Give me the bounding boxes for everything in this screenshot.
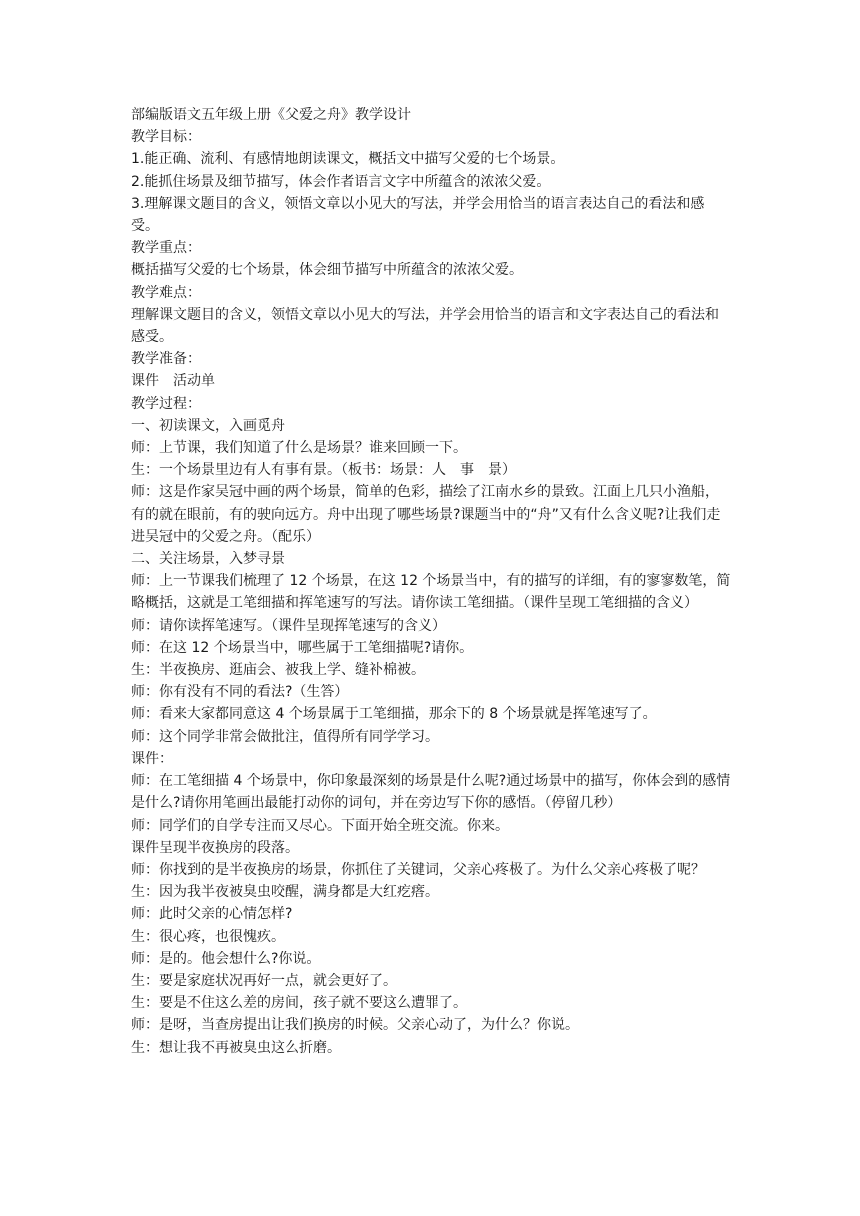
paragraph-line: 1.能正确、流利、有感情地朗读课文，概括文中描写父爱的七个场景。 [131, 151, 565, 168]
paragraph-line: 二、关注场景，入梦寻景 [131, 551, 285, 568]
paragraph-line: 2.能抓住场景及细节描写，体会作者语言文字中所蕴含的浓浓父爱。 [131, 173, 551, 190]
paragraph-line: 师：是呀，当查房提出让我们换房的时候。父亲心动了，为什么？你说。 [131, 1017, 579, 1034]
paragraph-line: 生：要是家庭状况再好一点，就会更好了。 [131, 972, 397, 989]
paragraph-line: 教学重点： [131, 240, 201, 257]
paragraph-line: 生：一个场景里边有人有事有景。（板书：场景：人 事 景） [131, 462, 516, 479]
paragraph-line: 教学难点： [131, 284, 201, 301]
paragraph-line: 师：此时父亲的心情怎样? [131, 906, 293, 923]
paragraph-line: 师：这个同学非常会做批注，值得所有同学学习。 [131, 728, 439, 745]
paragraph-line: 师：上一节课我们梳理了 12 个场景，在这 12 个场景当中，有的描写的详细，有的寥寥数笔，简略概括，这就是工笔细描和挥笔速写的写法。请你读工笔细描。（课件呈现工笔细描的含义） [131, 573, 731, 612]
paragraph-line: 生：想让我不再被臭虫这么折磨。 [131, 1039, 341, 1056]
paragraph-line: 师：同学们的自学专注而又尽心。下面开始全班交流。你来。 [131, 817, 509, 834]
paragraph-line: 课件呈现半夜换房的段落。 [131, 839, 299, 856]
paragraph-line: 师：看来大家都同意这 4 个场景属于工笔细描，那余下的 8 个场景就是挥笔速写了。 [131, 706, 657, 723]
paragraph-line: 理解课文题目的含义，领悟文章以小见大的写法，并学会用恰当的语言和文字表达自己的看法和感受。 [131, 306, 719, 346]
paragraph-line: 师：是的。他会想什么?你说。 [131, 950, 321, 967]
paragraph-line: 生：半夜换房、逛庙会、被我上学、缝补棉被。 [131, 662, 425, 679]
paragraph-line: 生：要是不住这么差的房间，孩子就不要这么遭罪了。 [131, 995, 467, 1012]
paragraph-line: 师：在这 12 个场景当中，哪些属于工笔细描呢?请你。 [131, 639, 474, 656]
paragraph-line: 概括描写父爱的七个场景，体会细节描写中所蕴含的浓浓父爱。 [131, 262, 523, 279]
document-lines [131, 126, 731, 1059]
paragraph-line: 生：很心疼，也很愧疚。 [131, 928, 285, 945]
paragraph-line: 一、初读课文，入画觅舟 [131, 417, 285, 434]
paragraph-line: 课件： [131, 750, 173, 767]
paragraph-line: 教学过程： [131, 395, 201, 412]
paragraph-line: 师：你有没有不同的看法?（生答） [131, 684, 349, 701]
paragraph-line: 课件 活动单 [131, 373, 215, 390]
paragraph-line: 师：在工笔细描 4 个场景中，你印象最深刻的场景是什么呢?通过场景中的描写，你体会到的感情是什么?请你用笔画出最能打动你的词句，并在旁边写下你的感悟。（停留几秒） [131, 773, 731, 812]
paragraph-line: 3.理解课文题目的含义，领悟文章以小见大的写法，并学会用恰当的语言表达自己的看法和感受。 [131, 195, 705, 235]
paragraph-line: 师：你找到的是半夜换房的场景，你抓住了关键词，父亲心疼极了。为什么父亲心疼极了呢？ [131, 861, 705, 878]
document-title: 部编版语文五年级上册《父爱之舟》教学设计 [131, 107, 411, 123]
paragraph-line: 师：上节课，我们知道了什么是场景？谁来回顾一下。 [131, 440, 467, 457]
paragraph-line: 师：这是作家吴冠中画的两个场景，简单的色彩，描绘了江南水乡的景致。江面上几只小渔船，有的就在眼前，有的驶向远方。舟中出现了哪些场景?课题当中的“舟”又有什么含义呢?让我们走进吴冠中的父爱之舟。（配乐） [131, 484, 721, 545]
paragraph-line: 师：请你读挥笔速写。（课件呈现挥笔速写的含义） [131, 617, 446, 634]
document-body [131, 104, 731, 1059]
paragraph-line: 教学准备： [131, 351, 201, 368]
paragraph-line: 教学目标： [131, 129, 201, 146]
paragraph-line: 生：因为我半夜被臭虫咬醒，满身都是大红疙瘩。 [131, 884, 439, 901]
